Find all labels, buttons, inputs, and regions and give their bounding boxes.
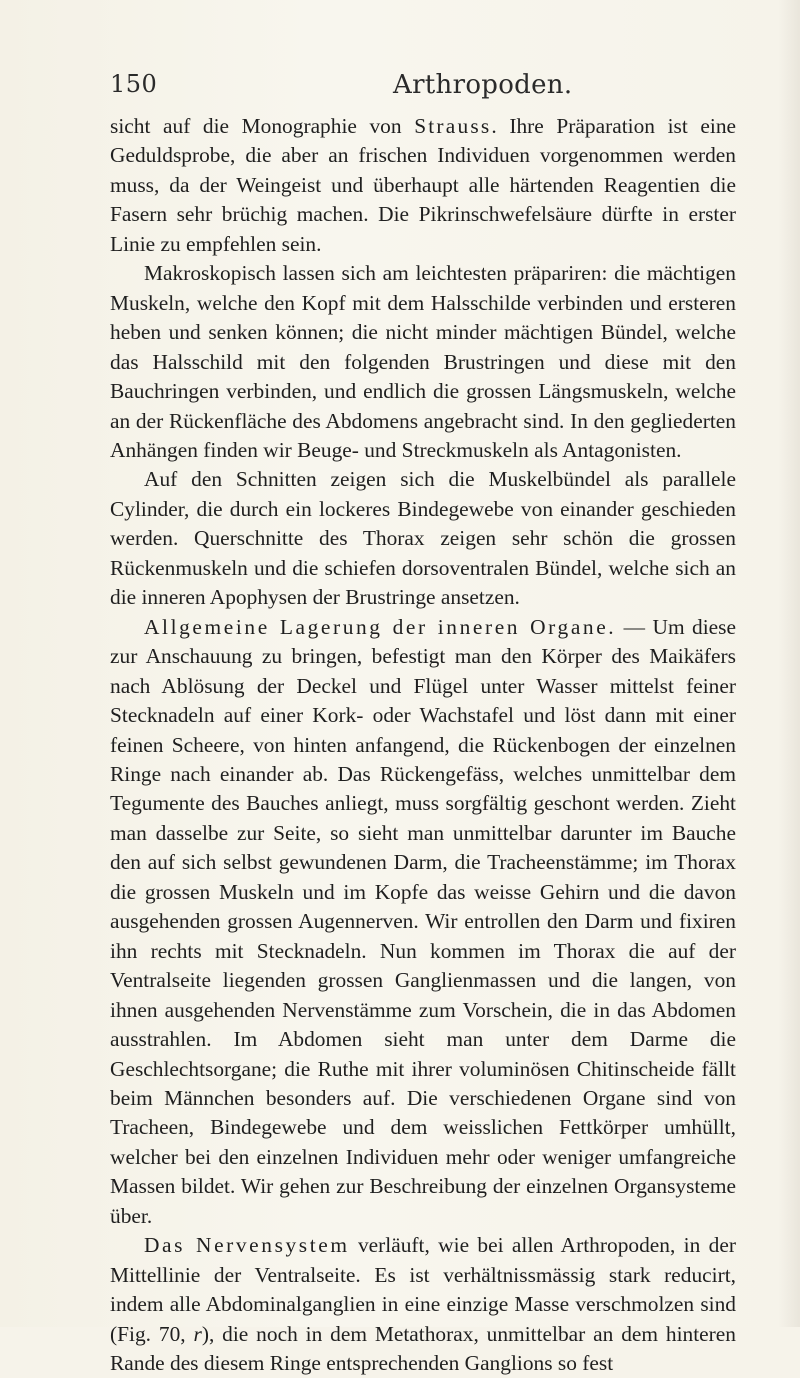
author-name-strauss: Strauss xyxy=(414,114,492,138)
page-header xyxy=(110,70,736,110)
paragraph-5-text-b: ), die noch in dem Metathorax, unmittelbar an dem hinteren Rande des diesem Ringe entsprechenden Ganglions so fest xyxy=(110,1321,736,1376)
paragraph-1-text-a: sicht auf die Monographie von xyxy=(110,114,415,138)
page-edge-shadow xyxy=(778,0,800,1327)
section-heading-lagerung: Allgemeine Lagerung der inneren Organe. xyxy=(144,614,617,639)
paragraph-1-text-b: . Ihre Präparation ist eine Geduldsprobe, die aber an frischen Individuen vorgenommen werden muss, da der Weingeist und überhaupt alle härtenden Reagentien die Fasern sehr brüchig machen. Die Pikrinschwefelsäure dürfte in erster Linie zu empfehlen sein. xyxy=(110,114,737,256)
paragraph-2: Makroskopisch lassen sich am leichtesten präpariren: die mächtigen Muskeln, welche den Kopf mit dem Halsschilde verbinden und ersteren heben und senken können; die nicht minder mächtigen Bündel, welche das Halsschild mit den folgenden Brustringen und diese mit den Bauchringen verbinden, und endlich die grossen Längsmuskeln, welche an der Rückenfläche des Abdomens angebracht sind. In den gegliederten Anhängen finden wir Beuge- und Streckmuskeln als Antagonisten. xyxy=(110,261,736,462)
paragraph-5 xyxy=(110,1231,736,1378)
paragraph-1 xyxy=(110,112,736,259)
page-number: 150 xyxy=(110,70,158,98)
paragraph-4-text: — Um diese zur Anschauung zu bringen, befestigt man den Körper des Maikäfers nach Ablösung der Deckel und Flügel unter Wasser mittelst feiner Stecknadeln auf einer Kork- oder Wachstafel und löst dann mit einer feinen Scheere, von hinten anfangend, die Rückenbogen der einzelnen Ringe nach einander ab. Das Rückengefäss, welches unmittelbar dem Tegumente des Bauches anliegt, muss sorgfältig geschont werden. Zieht man dasselbe zur Seite, so sieht man unmittelbar darunter im Bauche den auf sich selbst gewundenen Darm, die Tracheenstämme; im Thorax die grossen Muskeln und im Kopfe das weisse Gehirn und die davon ausgehenden grossen Augennerven. Wir entrollen den Darm und fixiren ihn rechts mit Stecknadeln. Nun kommen im Thorax die auf der Ventralseite liegenden grossen Ganglienmassen und die langen, von ihnen ausgehenden Nervenstämme zum Vorschein, die in das Abdomen ausstrahlen. Im Abdomen sieht man unter dem Darme die Geschlechtsorgane; die Ruthe mit ihrer voluminösen Chitinscheide fällt beim Männchen besonders auf. Die verschiedenen Organe sind von Tracheen, Bindegewebe und dem weisslichen Fettkörper umhüllt, welcher bei den einzelnen Individuen mehr oder weniger umfangreiche Massen bildet. Wir gehen zur Beschreibung der einzelnen Organsysteme über. xyxy=(110,614,736,1228)
paragraph-4 xyxy=(110,613,736,1232)
figure-reference-letter: r xyxy=(193,1321,202,1346)
section-heading-nervensystem: Das Nervensystem xyxy=(144,1233,350,1258)
paragraph-5-text-a: verläuft, wie bei allen Arthropoden, in der Mittellinie der Ventralseite. Es ist verhältnissmässig stark reducirt, indem alle Abdominalganglien in eine einzige Masse verschmolzen sind (Fig. 70, xyxy=(110,1233,736,1346)
body-text xyxy=(110,112,736,1378)
running-title: Arthropoden. xyxy=(393,70,573,100)
paragraph-3: Auf den Schnitten zeigen sich die Muskelbündel als parallele Cylinder, die durch ein lockeres Bindegewebe von einander geschieden werden. Querschnitte des Thorax zeigen sehr schön die grossen Rückenmuskeln und die schiefen dorsoventralen Bündel, welche sich an die inneren Apophysen der Brustringe ansetzen. xyxy=(110,467,736,610)
